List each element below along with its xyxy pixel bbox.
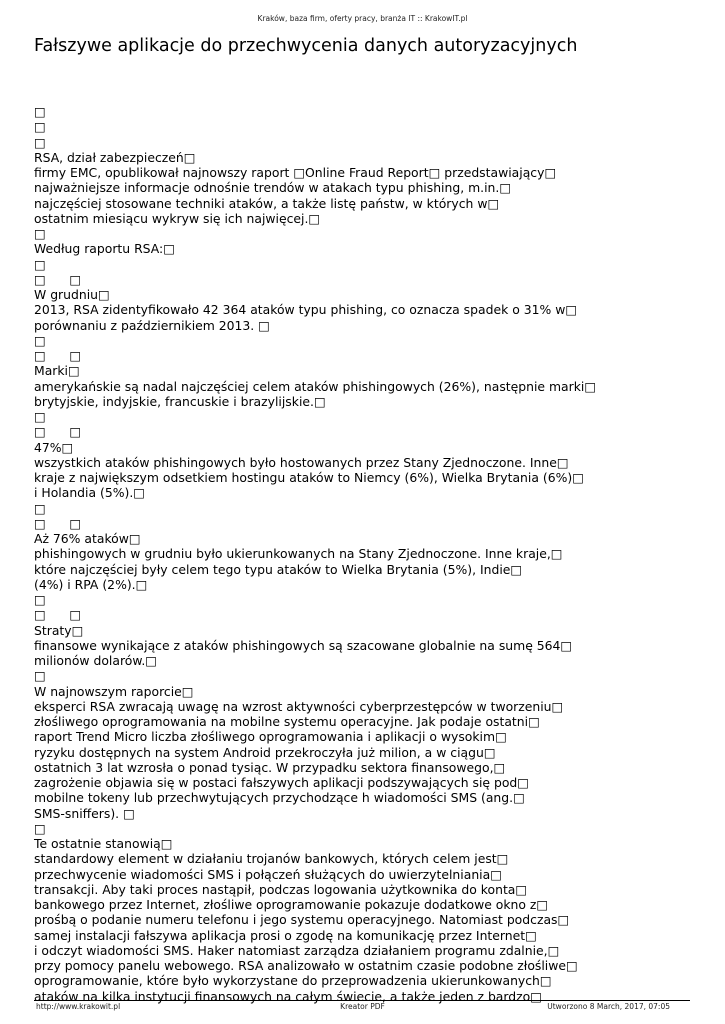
article-line: Marki□: [34, 363, 80, 379]
article-line: raport Trend Micro liczba złośliwego oprogramowania i aplikacji o wysokim□: [34, 729, 507, 745]
article-line: milionów dolarów.□: [34, 653, 158, 668]
article-line: □ □: [34, 424, 82, 440]
article-line: transakcji. Aby taki proces nastąpił, podczas logowania użytkownika do konta□: [34, 881, 528, 897]
footer-created-date: Utworzono 8 March, 2017, 07:05: [547, 1002, 670, 1011]
article-line: (4%) i RPA (2%).□: [34, 576, 148, 592]
article-line: amerykańskie są nadal najczęściej celem ataków phishingowych (26%), następnie marki□: [34, 378, 597, 394]
article-line: □: [34, 820, 46, 836]
article-line: □: [34, 409, 46, 424]
article-line: □: [34, 119, 46, 135]
article-line: wszystkich ataków phishingowych było hostowanych przez Stany Zjednoczone. Inne□: [34, 454, 569, 470]
article-line: przechwycenie wiadomości SMS i połączeń służących do uwierzytelniania□: [34, 866, 502, 882]
article-line: Aż 76% ataków□: [34, 531, 141, 546]
article-line: przy pomocy panelu webowego. RSA analizowało w ostatnim czasie podobne złośliwe□: [34, 958, 578, 973]
article-line: □: [34, 256, 46, 272]
article-line: prośbą o podanie numeru telefonu i jego systemu operacyjnego. Natomiast podczas□: [34, 912, 570, 928]
article-line: kraje z największym odsetkiem hostingu ataków to Niemcy (6%), Wielka Brytania (6%)□: [34, 470, 584, 485]
article-line: firmy EMC, opublikował najnowszy raport □Online Fraud Report□ przedstawiający□: [34, 165, 557, 180]
article-line: najważniejsze informacje odnośnie trendów w atakach typu phishing, m.in.□: [34, 180, 512, 196]
article-line: mobilne tokeny lub przechwytujących przychodzące h wiadomości SMS (ang.□: [34, 790, 525, 806]
article-line: i Holandia (5%).□: [34, 485, 145, 501]
article-line: □: [34, 500, 46, 516]
article-line: □: [34, 226, 46, 241]
article-line: porównaniu z październikiem 2013. □: [34, 317, 270, 333]
article-line: ostatnich 3 lat wzrosła o ponad tysiąc. W przypadku sektora finansowego,□: [34, 759, 506, 775]
footer-url[interactable]: http://www.krakowit.pl: [36, 1002, 121, 1011]
article-line: SMS-sniffers). □: [34, 805, 135, 821]
article-line: □ □: [34, 515, 82, 531]
article-line: oprogramowanie, które było wykorzystane do przeprowadzenia ukierunkowanych□: [34, 973, 552, 989]
article-line: bankowego przez Internet, złośliwe oprogramowanie pokazuje dodatkowe okno z□: [34, 897, 549, 912]
article-line: zagrożenie objawia się w postaci fałszywych aplikacji podszywających się pod□: [34, 775, 529, 790]
page-title: Fałszywe aplikacje do przechwycenia danych autoryzacyjnych: [34, 36, 578, 56]
article-line: standardowy element w działaniu trojanów bankowych, których celem jest□: [34, 851, 509, 867]
article-line: ostatnim miesiącu wykryw się ich najwięcej.□: [34, 210, 321, 226]
article-line: ataków na kilka instytucji finansowych na całym świecie, a także jeden z bardzo□: [34, 988, 542, 1004]
article-line: ryzyku dostępnych na system Android przekroczyła już milion, a w ciągu□: [34, 744, 496, 760]
article-line: W najnowszym raporcie□: [34, 683, 194, 699]
article-line: 47%□: [34, 439, 74, 455]
article-line: □ □: [34, 348, 82, 363]
article-line: które najczęściej były celem tego typu ataków to Wielka Brytania (5%), Indie□: [34, 561, 523, 577]
article-line: 2013, RSA zidentyfikowało 42 364 ataków typu phishing, co oznacza spadek o 31% w□: [34, 302, 578, 318]
article-line: finansowe wynikające z ataków phishingowych są szacowane globalnie na sumę 564□: [34, 637, 573, 653]
article-line: RSA, dział zabezpieczeń□: [34, 149, 196, 165]
article-line: złośliwego oprogramowania na mobilne systemu operacyjne. Jak podaje ostatni□: [34, 714, 540, 729]
article-line: W grudniu□: [34, 287, 110, 302]
article-line: □ □: [34, 271, 82, 287]
article-line: Straty□: [34, 622, 84, 638]
article-line: i odczyt wiadomości SMS. Haker natomiast zarządza działaniem programu zdalnie,□: [34, 942, 560, 958]
article-line: □: [34, 668, 46, 684]
footer-divider: [34, 1000, 690, 1001]
article-line: brytyjskie, indyjskie, francuskie i brazylijskie.□: [34, 393, 326, 409]
article-line: eksperci RSA zwracają uwagę na wzrost aktywności cyberprzestępców w tworzeniu□: [34, 698, 564, 714]
article-line: □: [34, 134, 46, 150]
article-line: □: [34, 104, 46, 119]
site-header: Kraków, baza firm, oferty pracy, branża IT :: KrakowIT.pl: [257, 14, 468, 23]
article-line: phishingowych w grudniu było ukierunkowanych na Stany Zjednoczone. Inne kraje,□: [34, 546, 563, 562]
article-line: □: [34, 332, 46, 348]
article-line: Według raportu RSA:□: [34, 241, 175, 257]
article-line: □ □: [34, 607, 82, 623]
article-line: Te ostatnie stanowią□: [34, 836, 173, 851]
article-line: samej instalacji fałszywa aplikacja prosi o zgodę na komunikację przez Internet□: [34, 927, 537, 943]
footer-generator: Kreator PDF: [340, 1002, 385, 1011]
article-line: □: [34, 592, 46, 607]
article-line: najczęściej stosowane techniki ataków, a także listę państw, w których w□: [34, 195, 500, 211]
article-body: [34, 104, 714, 1004]
